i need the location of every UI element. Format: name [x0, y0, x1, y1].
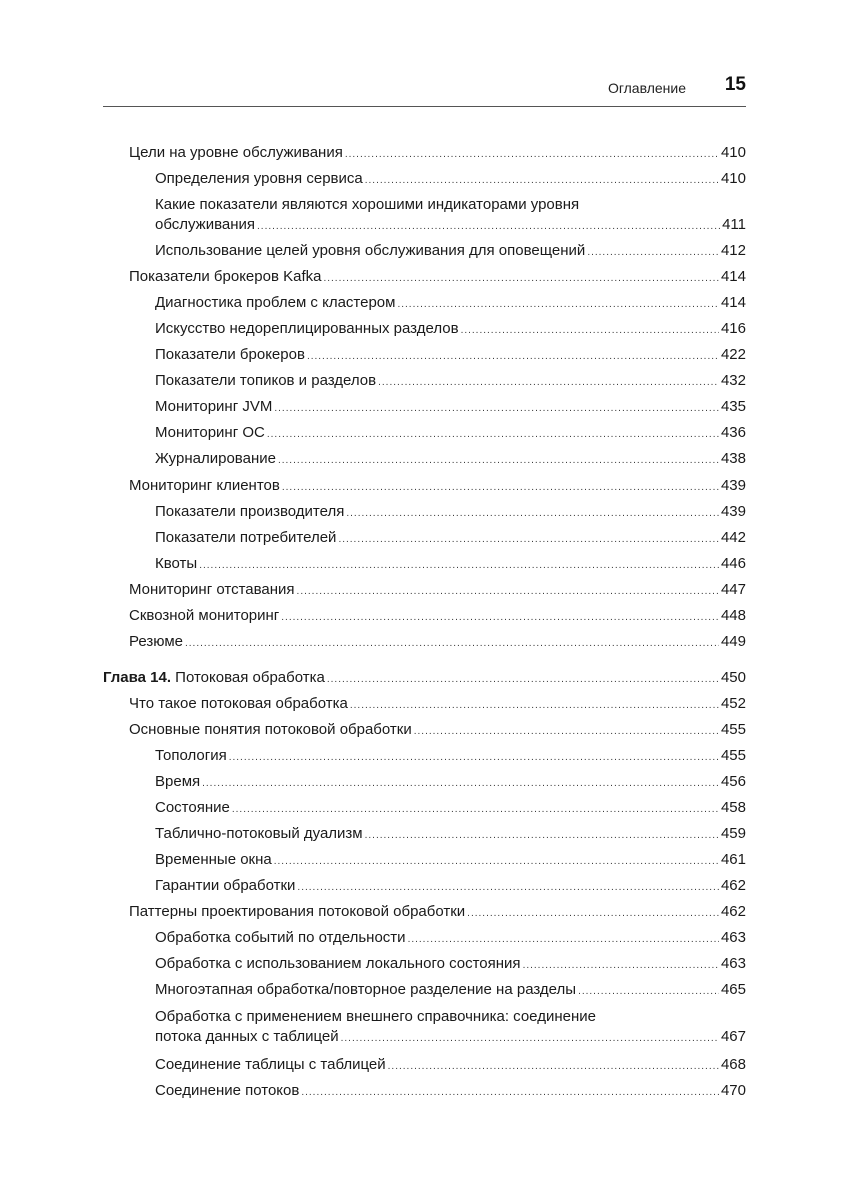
leader-dots: [397, 298, 719, 312]
toc-entry-title: Соединение потоков: [155, 1082, 300, 1099]
leader-dots: [350, 699, 719, 713]
toc-entry-page: 462: [720, 877, 746, 894]
toc-entry[interactable]: [155, 799, 746, 817]
toc-entry-title: Цели на уровне обслуживания: [129, 144, 343, 161]
toc-entry[interactable]: [155, 825, 746, 843]
chapter-title: Потоковая обработка: [171, 669, 325, 686]
toc-entry[interactable]: [155, 424, 746, 442]
leader-dots: [185, 637, 719, 651]
toc-entry-title: Показатели потребителей: [155, 529, 337, 546]
toc-entry-title: Показатели брокеров Kafka: [129, 268, 322, 285]
toc-entry-page: 455: [720, 721, 746, 738]
toc-entry[interactable]: [155, 1028, 746, 1046]
toc-entry-title: обслуживания: [155, 216, 256, 233]
toc-entry[interactable]: [129, 695, 746, 713]
leader-dots: [274, 402, 719, 416]
leader-dots: [578, 985, 719, 999]
toc-entry[interactable]: [155, 398, 746, 416]
toc-entry-title: Показатели топиков и разделов: [155, 372, 377, 389]
toc-entry-page: 411: [722, 216, 746, 233]
page-number: 15: [724, 74, 746, 95]
leader-dots: [467, 907, 719, 921]
toc-entry-page: 463: [720, 955, 746, 972]
toc-entry[interactable]: [155, 851, 746, 869]
leader-dots: [297, 881, 719, 895]
toc-entry-title: Топология: [155, 747, 227, 764]
toc-entry-title: Основные понятия потоковой обработки: [129, 721, 412, 738]
toc-entry[interactable]: [129, 477, 746, 495]
toc-entry[interactable]: [155, 216, 746, 234]
toc-entry-page: 467: [720, 1028, 746, 1045]
leader-dots: [346, 507, 719, 521]
toc-entry-title: Что такое потоковая обработка: [129, 695, 348, 712]
toc-entry-title: Мониторинг клиентов: [129, 477, 280, 494]
toc-entry[interactable]: [155, 170, 746, 188]
toc-entry-page: 462: [720, 903, 746, 920]
toc-entry-title: Мониторинг JVM: [155, 398, 273, 415]
toc-entry-page: 422: [720, 346, 746, 363]
toc-entry-title: Мониторинг ОС: [155, 424, 265, 441]
leader-dots: [345, 148, 719, 162]
toc-entry-title: Показатели производителя: [155, 503, 345, 520]
toc-entry-page: 414: [720, 268, 746, 285]
toc-entry[interactable]: [155, 877, 746, 895]
toc-entry[interactable]: [155, 1056, 746, 1074]
toc-entry[interactable]: [129, 903, 746, 921]
toc-entry-page: 450: [720, 669, 746, 686]
toc-entry-title: Журналирование: [155, 450, 276, 467]
toc-entry[interactable]: [155, 773, 746, 791]
toc-entry[interactable]: [129, 268, 746, 286]
toc-entry-title: Обработка событий по отдельности: [155, 929, 406, 946]
toc-entry[interactable]: [155, 529, 746, 547]
toc-entry-title: Резюме: [129, 633, 183, 650]
leader-dots: [365, 829, 719, 843]
toc-entry-page: 412: [720, 242, 746, 259]
toc-entry[interactable]: [155, 981, 746, 999]
toc-entry-page: 461: [720, 851, 746, 868]
toc-entry-page: 452: [720, 695, 746, 712]
leader-dots: [278, 454, 719, 468]
toc-entry-title: Таблично-потоковый дуализм: [155, 825, 363, 842]
leader-dots: [199, 559, 719, 573]
toc-entry-page: 410: [720, 144, 746, 161]
toc-entry-title-line1: Обработка с применением внешнего справочника: соединение: [155, 1008, 596, 1025]
toc-entry-title: Использование целей уровня обслуживания для оповещений: [155, 242, 586, 259]
toc-entry-title: Сквозной мониторинг: [129, 607, 280, 624]
toc-entry-page: 458: [720, 799, 746, 816]
toc-entry-page: 455: [720, 747, 746, 764]
toc-entry-page: 465: [720, 981, 746, 998]
toc-entry-page: 470: [720, 1082, 746, 1099]
leader-dots: [232, 803, 719, 817]
toc-entry-page: 435: [720, 398, 746, 415]
toc-entry-title: Соединение таблицы с таблицей: [155, 1056, 386, 1073]
toc-entry[interactable]: [129, 144, 746, 162]
toc-entry-page: 442: [720, 529, 746, 546]
leader-dots: [388, 1060, 719, 1074]
toc-entry-page: 447: [720, 581, 746, 598]
toc-entry-title: Диагностика проблем с кластером: [155, 294, 396, 311]
toc-entry-title-line1: Какие показатели являются хорошими индикаторами уровня: [155, 196, 580, 213]
toc-entry[interactable]: [155, 503, 746, 521]
leader-dots: [297, 585, 719, 599]
toc-entry[interactable]: [155, 294, 746, 312]
leader-dots: [307, 350, 719, 364]
leader-dots: [523, 959, 719, 973]
toc-entry-title: Время: [155, 773, 201, 790]
leader-dots: [461, 324, 719, 338]
toc-entry[interactable]: [129, 581, 746, 599]
toc-entry-page: 463: [720, 929, 746, 946]
toc-entry-page: 436: [720, 424, 746, 441]
toc-entry-title: Обработка с использованием локального состояния: [155, 955, 521, 972]
toc-entry-page: 414: [720, 294, 746, 311]
toc-entry-title: Гарантии обработки: [155, 877, 296, 894]
toc-entry-page: 448: [720, 607, 746, 624]
toc-entry-title: Искусство недореплицированных разделов: [155, 320, 459, 337]
leader-dots: [408, 933, 719, 947]
leader-dots: [338, 533, 719, 547]
toc-entry-page: 439: [720, 503, 746, 520]
toc-entry[interactable]: [155, 242, 746, 260]
toc-entry[interactable]: [155, 372, 746, 390]
toc-entry-title: Квоты: [155, 555, 198, 572]
toc-entry-page: 456: [720, 773, 746, 790]
toc-entry-page: 449: [720, 633, 746, 650]
toc-entry[interactable]: [129, 721, 746, 739]
leader-dots: [365, 174, 719, 188]
toc-entry[interactable]: [155, 450, 746, 468]
leader-dots: [341, 1032, 719, 1046]
toc-entry-title: Временные окна: [155, 851, 272, 868]
leader-dots: [257, 220, 720, 234]
toc-entry-title: Мониторинг отставания: [129, 581, 295, 598]
toc-entry-page: 410: [720, 170, 746, 187]
toc-entry-page: 468: [720, 1056, 746, 1073]
toc-entry[interactable]: [155, 320, 746, 338]
leader-dots: [378, 376, 719, 390]
toc-entry-title: Паттерны проектирования потоковой обработки: [129, 903, 466, 920]
toc-entry[interactable]: [129, 607, 746, 625]
leader-dots: [274, 855, 719, 869]
leader-dots: [229, 751, 719, 765]
toc-entry[interactable]: [155, 346, 746, 364]
toc-entry-title: [103, 669, 325, 687]
toc-entry-title: потока данных с таблицей: [155, 1028, 339, 1045]
toc-entry-page: 416: [720, 320, 746, 337]
toc-entry-page: 438: [720, 450, 746, 467]
leader-dots: [282, 481, 719, 495]
toc-entry-title: Показатели брокеров: [155, 346, 305, 363]
toc-entry-page: 446: [720, 555, 746, 572]
toc-entry-title: Состояние: [155, 799, 230, 816]
toc-entry[interactable]: [155, 1082, 746, 1100]
toc-entry[interactable]: [155, 555, 746, 573]
leader-dots: [202, 777, 719, 791]
running-header-title: Оглавление: [607, 80, 686, 96]
leader-dots: [267, 428, 719, 442]
leader-dots: [323, 272, 719, 286]
chapter-label: Глава 14.: [103, 669, 172, 686]
toc-entry-title: Определения уровня сервиса: [155, 170, 363, 187]
toc-entry-title: Многоэтапная обработка/повторное разделение на разделы: [155, 981, 577, 998]
leader-dots: [281, 611, 719, 625]
toc-entry[interactable]: [155, 747, 746, 765]
leader-dots: [301, 1086, 719, 1100]
leader-dots: [414, 725, 719, 739]
toc-chapter-entry[interactable]: [103, 669, 746, 687]
toc-entry[interactable]: [155, 955, 746, 973]
toc-entry-page: 432: [720, 372, 746, 389]
leader-dots: [327, 673, 719, 687]
leader-dots: [587, 246, 719, 260]
toc-entry[interactable]: [129, 633, 746, 651]
toc-entry[interactable]: [155, 929, 746, 947]
toc-entry-page: 459: [720, 825, 746, 842]
toc-entry-page: 439: [720, 477, 746, 494]
